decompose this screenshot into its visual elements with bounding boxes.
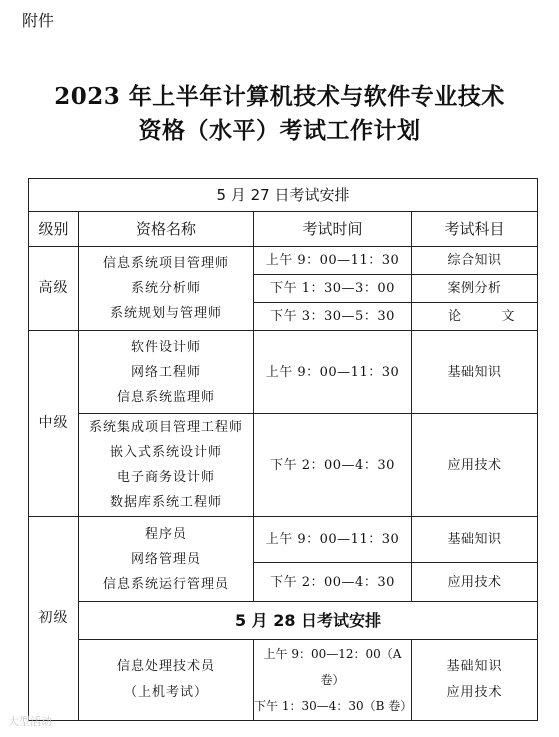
- level-senior: 高级: [29, 247, 79, 331]
- column-header-qualification: 资格名称: [79, 212, 254, 247]
- level-intermediate: 中级: [29, 331, 79, 517]
- list-item: 下午 1：30—4：30（B 卷）: [254, 699, 413, 713]
- intermediate-session-time: 下午 2：00—4：30: [254, 414, 412, 517]
- junior-day2-subjects: [412, 640, 538, 721]
- exam-schedule-table: [28, 178, 538, 721]
- document-title-line2: 资格（水平）考试工作计划: [138, 117, 421, 144]
- intermediate-session-subject: 应用技术: [412, 414, 538, 517]
- document-title-line1: 2023 年上半年计算机技术与软件专业技术: [54, 83, 505, 110]
- senior-session-subject: [412, 303, 538, 331]
- column-header-exam-time: 考试时间: [254, 212, 412, 247]
- junior-day2-qualification: [79, 640, 254, 721]
- list-item: （上机考试）: [123, 685, 208, 700]
- senior-session-time: 上午 9：00—11：30: [254, 247, 412, 275]
- list-item: 电子商务设计师: [116, 470, 215, 485]
- junior-session-time: 上午 9：00—11：30: [254, 517, 412, 563]
- column-header-level: 级别: [29, 212, 79, 247]
- senior-session-time: 下午 1：30—3：00: [254, 275, 412, 303]
- senior-qualification-list: [79, 247, 254, 331]
- junior-session-time: 下午 2：00—4：30: [254, 563, 412, 602]
- list-item: 数据库系统工程师: [109, 495, 222, 510]
- list-item: 上午 9：00—12：00（A 卷）: [263, 647, 402, 687]
- intermediate-session-time: 上午 9：00—11：30: [254, 331, 412, 414]
- list-item: 网络管理员: [130, 551, 201, 567]
- intermediate-session-subject: 基础知识: [412, 331, 538, 414]
- list-item: 网络工程师: [130, 364, 201, 380]
- list-item: 信息系统运行管理员: [102, 576, 229, 592]
- junior-qualification-list: [79, 517, 254, 602]
- list-item: 程序员: [144, 526, 187, 542]
- list-item: 应用技术: [446, 685, 503, 700]
- column-header-subject: 考试科目: [412, 212, 538, 247]
- subject-char: 文: [501, 309, 515, 324]
- senior-session-subject: 综合知识: [412, 247, 538, 275]
- junior-session-subject: 应用技术: [412, 563, 538, 602]
- list-item: 软件设计师: [130, 339, 201, 355]
- attachment-label: 附件: [22, 11, 55, 30]
- junior-session-subject: 基础知识: [412, 517, 538, 563]
- list-item: 信息系统监理师: [116, 389, 215, 405]
- list-item: 嵌入式系统设计师: [109, 445, 222, 460]
- list-item: 系统分析师: [130, 281, 201, 296]
- junior-day2-times: [254, 640, 412, 721]
- watermark: 大型活动: [8, 715, 52, 728]
- level-junior: 初级: [29, 517, 79, 721]
- intermediate-qualification-list-a: [79, 331, 254, 414]
- list-item: 信息处理技术员: [116, 659, 215, 674]
- senior-session-time: 下午 3：30—5：30: [254, 303, 412, 331]
- intermediate-qualification-list-b: [79, 414, 254, 517]
- day1-banner: 5 月 27 日考试安排: [29, 179, 538, 212]
- senior-session-subject: 案例分析: [412, 275, 538, 303]
- subject-char: 论: [448, 309, 462, 324]
- day2-banner: 5 月 28 日考试安排: [79, 602, 538, 640]
- list-item: 信息系统项目管理师: [102, 256, 229, 271]
- list-item: 基础知识: [446, 659, 503, 674]
- list-item: 系统规划与管理师: [109, 306, 222, 321]
- list-item: 系统集成项目管理工程师: [88, 420, 243, 435]
